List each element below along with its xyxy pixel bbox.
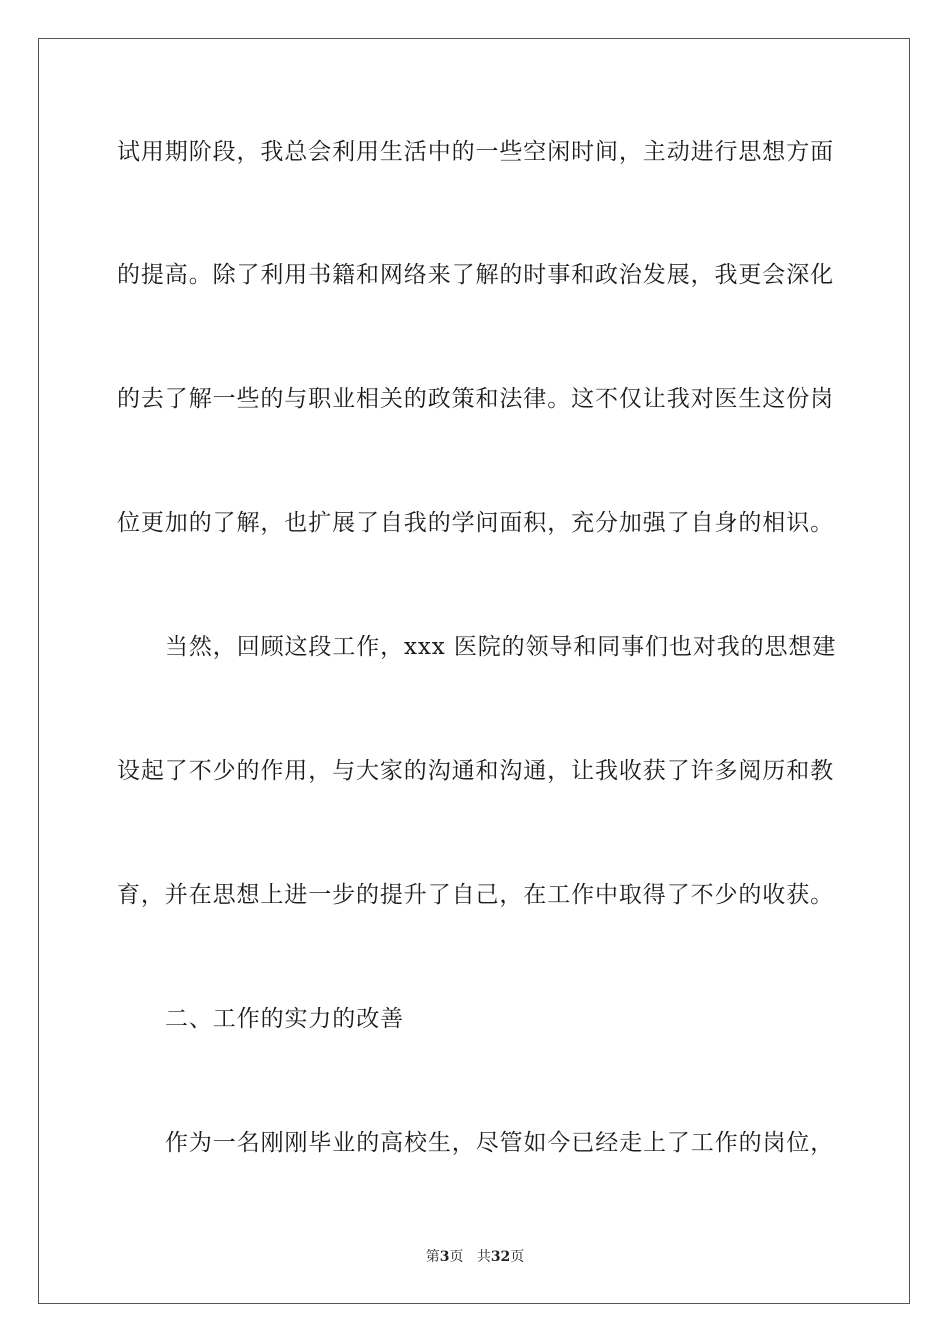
body-line-6: 设起了不少的作用，与大家的沟通和沟通，让我收获了许多阅历和教 [117,758,834,784]
total-prefix: 共 [476,1249,491,1265]
page-footer [0,1248,950,1266]
body-line-7: 育，并在思想上进一步的提升了自己，在工作中取得了不少的收获。 [117,882,834,908]
section-heading: 二、工作的实力的改善 [165,1006,404,1032]
total-pages: 32 [490,1249,511,1265]
page-border [38,38,910,1304]
total-suffix: 页 [510,1249,525,1265]
page-suffix: 页 [449,1249,464,1265]
body-line-2: 的提高。除了利用书籍和网络来了解的时事和政治发展，我更会深化 [117,262,834,288]
body-line-3: 的去了解一些的与职业相关的政策和法律。这不仅让我对医生这份岗 [117,386,834,412]
body-line-4: 位更加的了解，也扩展了自我的学问面积，充分加强了自身的相识。 [117,510,834,536]
body-line-1: 试用期阶段，我总会利用生活中的一些空闲时间，主动进行思想方面 [117,139,834,165]
body-line-5: 当然，回顾这段工作，xxx 医院的领导和同事们也对我的思想建 [165,634,837,660]
page-number: 3 [439,1249,450,1265]
page-prefix: 第 [425,1249,440,1265]
body-line-9: 作为一名刚刚毕业的高校生，尽管如今已经走上了工作的岗位， [165,1130,835,1156]
